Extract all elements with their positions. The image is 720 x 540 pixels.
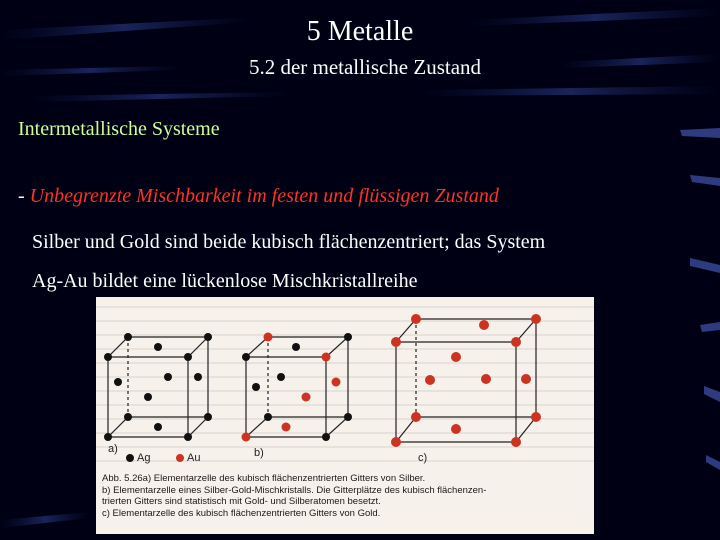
silver-dot-icon [126,454,134,462]
bullet-emphasis: Unbegrenzte Mischbarkeit im festen und flüssigen Zustand [29,185,499,207]
legend-ag-label: Ag [137,452,151,464]
cell-b-mixed [246,337,348,437]
label-a: a) [108,443,118,455]
body-line-2: Ag-Au bildet eine lückenlose Mischkristallreihe [32,270,418,292]
figure-caption [102,473,592,519]
caption-line: Abb. 5.26a) Elementarzelle des kubisch flächenzentrierten Gitters von Silber. [102,473,426,484]
legend-ag [126,452,150,464]
cell-c-atoms [391,314,541,447]
gold-dot-icon [176,454,184,462]
slide-title: 5 Metalle [306,16,414,47]
label-c: c) [418,452,428,464]
body-line-1: Silber und Gold sind beide kubisch flächenzentriert; das System [32,231,546,253]
caption-line: c) Elementarzelle des kubisch flächenzentrierten Gitters von Gold. [102,507,381,519]
crystal-figure [96,297,594,534]
label-b: b) [254,447,264,459]
legend-au [176,452,200,464]
caption-line: trierten Gitters sind statistisch mit Gold- und Silberatomen besetzt. [102,496,381,507]
bullet-dash: - [18,185,30,207]
bullet-point [18,183,499,209]
caption-line: b) Elementarzelle eines Silber-Gold-Mischkristalls. Die Gitterplätze des kubisch flächenzen- [102,484,487,496]
cell-a-silver [108,337,208,437]
section-heading: Intermetallische Systeme [18,118,220,140]
legend-au-label: Au [187,452,201,464]
slide-subtitle: 5.2 der metallische Zustand [248,55,482,79]
